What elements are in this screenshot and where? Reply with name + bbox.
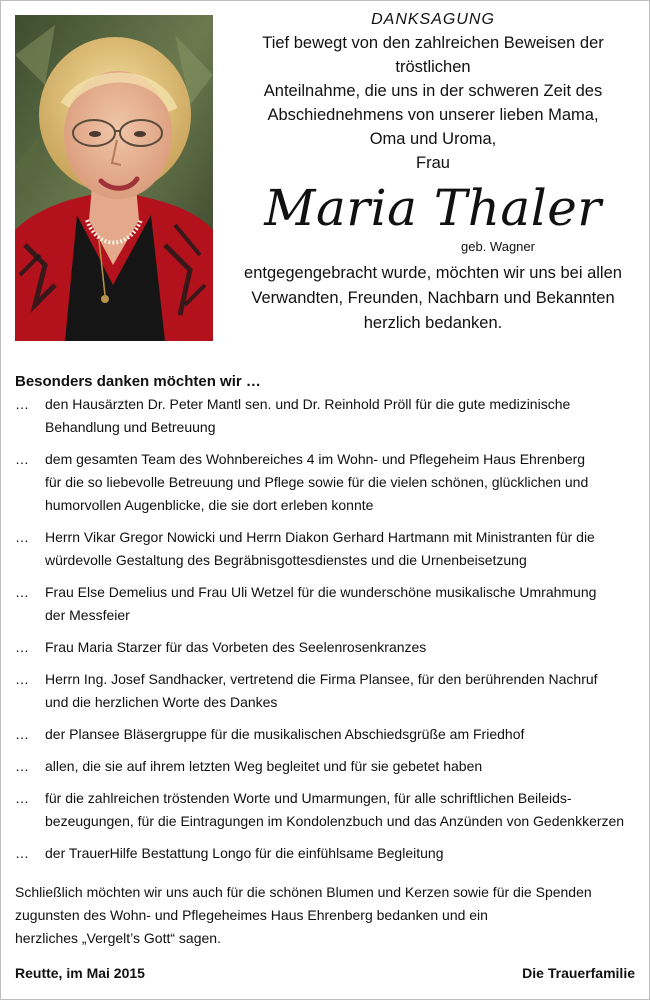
header-block	[223, 9, 643, 336]
closing-paragraph	[15, 881, 635, 950]
thanks-item	[15, 448, 640, 517]
outro-line: entgegengebracht wurde, möchten wir uns bei allen	[244, 264, 622, 282]
thanks-item	[15, 636, 640, 659]
portrait-photo	[15, 15, 213, 341]
bullet-dots: …	[15, 396, 30, 412]
thanks-line: würdevolle Gestaltung des Begräbnisgottesdienstes und die Urnenbeisetzung	[45, 552, 527, 568]
thanks-line: Behandlung und Betreuung	[45, 419, 216, 435]
heading-title: DANKSAGUNG	[371, 11, 495, 28]
place-date: Reutte, im Mai 2015	[15, 965, 145, 981]
thanks-line: allen, die sie auf ihrem letzten Weg begleitet und für sie gebetet haben	[45, 758, 483, 774]
intro-line: Anteilnahme, die uns in der schweren Zeit des	[263, 82, 603, 100]
thanks-line: der TrauerHilfe Bestattung Longo für die einfühlsame Begleitung	[45, 845, 444, 861]
thanks-item	[15, 755, 640, 778]
portrait-illustration	[15, 15, 213, 341]
thanks-line: der Messfeier	[45, 607, 130, 623]
intro-line: Frau	[416, 154, 450, 172]
intro-text	[223, 31, 643, 175]
thanks-item	[15, 787, 640, 833]
outro-text	[223, 261, 643, 336]
thanks-line: und die herzlichen Worte des Dankes	[45, 694, 278, 710]
thanks-line: für die zahlreichen tröstenden Worte und Umarmungen, für alle schriftlichen Beileids-	[45, 790, 572, 806]
bullet-dots: …	[15, 529, 30, 545]
maiden-name: geb. Wagner	[461, 239, 535, 254]
closing-line: Schließlich möchten wir uns auch für die schönen Blumen und Kerzen sowie für die Spenden	[15, 884, 592, 900]
thanks-line: Herrn Vikar Gregor Nowicki und Herrn Diakon Gerhard Hartmann mit Ministranten für die	[45, 529, 595, 545]
bullet-dots: …	[15, 790, 30, 806]
intro-line: Oma und Uroma,	[369, 130, 497, 148]
thanks-item	[15, 526, 640, 572]
bullet-dots: …	[15, 584, 30, 600]
closing-line: zugunsten des Wohn- und Pflegeheimes Haus Ehrenberg bedanken und ein	[15, 907, 488, 923]
intro-line: Tief bewegt von den zahlreichen Beweisen der tröstlichen	[262, 34, 604, 76]
bullet-dots: …	[15, 845, 30, 861]
outro-line: Verwandten, Freunden, Nachbarn und Bekannten	[251, 289, 615, 307]
closing-line: herzliches „Vergelt’s Gott“ sagen.	[15, 930, 221, 946]
thanks-list	[15, 393, 640, 874]
signature: Die Trauerfamilie	[522, 965, 635, 981]
thanks-item	[15, 723, 640, 746]
thanks-line: für die so liebevolle Betreuung und Pflege sowie für die vielen schönen, glücklichen und	[45, 474, 589, 490]
deceased-name: Maria Thaler	[264, 179, 602, 237]
thanks-item	[15, 581, 640, 627]
intro-line: Abschiednehmens von unserer lieben Mama,	[267, 106, 599, 124]
thanks-line: humorvollen Augenblicke, die sie dort erleben konnte	[45, 497, 374, 513]
bullet-dots: …	[15, 726, 30, 742]
thanks-item	[15, 393, 640, 439]
bullet-dots: …	[15, 671, 30, 687]
thanks-item	[15, 668, 640, 714]
thanks-line: bezeugungen, für die Eintragungen im Kondolenzbuch und das Anzünden von Gedenkkerzen	[45, 813, 625, 829]
outro-line: herzlich bedanken.	[363, 314, 503, 332]
bullet-dots: …	[15, 758, 30, 774]
thanks-heading: Besonders danken möchten wir …	[15, 373, 261, 390]
thanks-line: dem gesamten Team des Wohnbereiches 4 im Wohn- und Pflegeheim Haus Ehrenberg	[45, 451, 586, 467]
thanks-line: Frau Else Demelius und Frau Uli Wetzel für die wunderschöne musikalische Umrahmung	[45, 584, 597, 600]
thanks-line: Herrn Ing. Josef Sandhacker, vertretend die Firma Plansee, für den berührenden Nachruf	[45, 671, 598, 687]
thanks-line: Frau Maria Starzer für das Vorbeten des Seelenrosenkranzes	[45, 639, 427, 655]
thanks-line: den Hausärzten Dr. Peter Mantl sen. und Dr. Reinhold Pröll für die gute medizinische	[45, 396, 571, 412]
bullet-dots: …	[15, 639, 30, 655]
bullet-dots: …	[15, 451, 30, 467]
thanks-line: der Plansee Bläsergruppe für die musikalischen Abschiedsgrüße am Friedhof	[45, 726, 525, 742]
thanks-item	[15, 842, 640, 865]
